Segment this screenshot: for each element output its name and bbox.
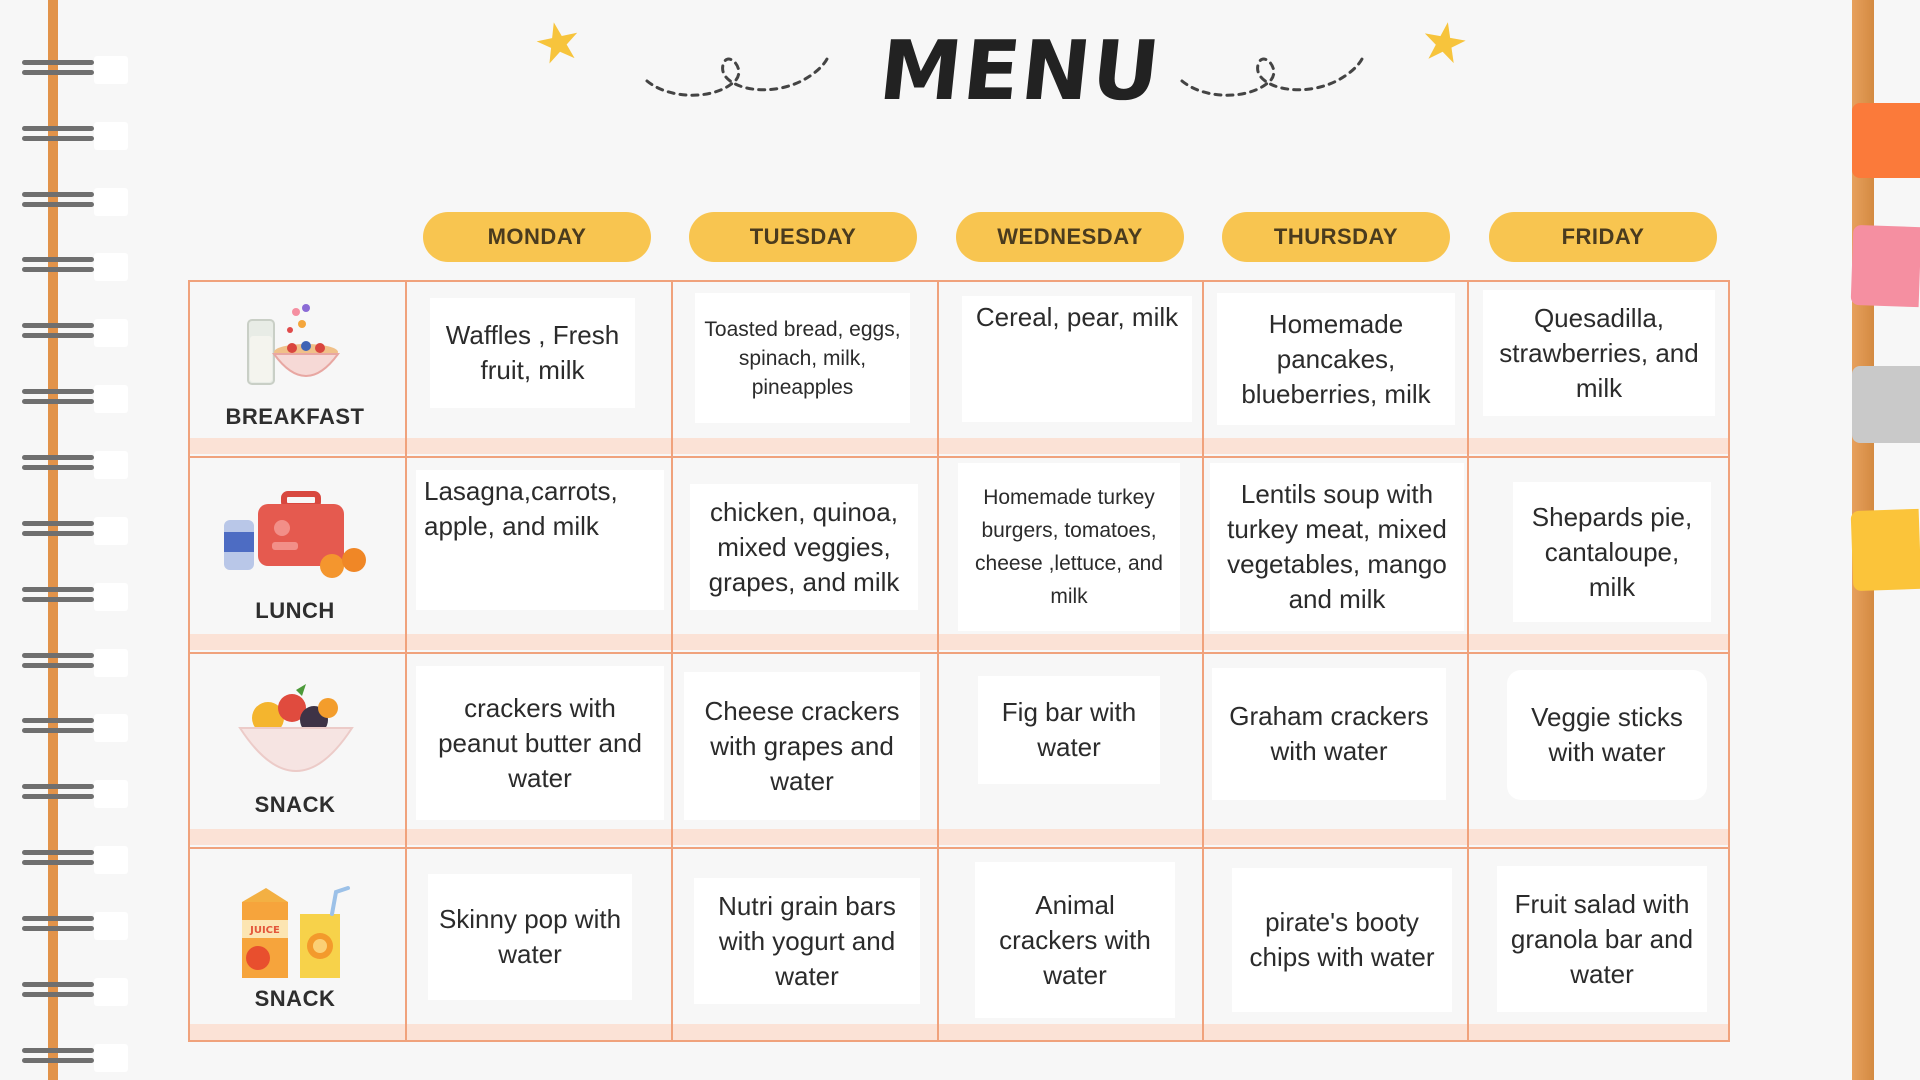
ring-wire	[22, 399, 94, 404]
binding-ring	[22, 850, 94, 868]
binding-hole	[94, 319, 128, 347]
day-header-monday: MONDAY	[423, 212, 651, 262]
menu-cell: Quesadilla, strawberries, and milk	[1483, 290, 1715, 416]
menu-cell: pirate's booty chips with water	[1232, 868, 1452, 1012]
menu-cell: Nutri grain bars with yogurt and water	[694, 878, 920, 1004]
ring-wire	[22, 728, 94, 733]
binding-hole	[94, 385, 128, 413]
ring-wire	[22, 465, 94, 470]
binding-hole	[94, 649, 128, 677]
binding-hole	[94, 978, 128, 1006]
ring-wire	[22, 718, 94, 723]
binding-ring	[22, 257, 94, 275]
binding-ring	[22, 323, 94, 341]
ring-wire	[22, 70, 94, 75]
ring-wire	[22, 860, 94, 865]
menu-cell: Fruit salad with granola bar and water	[1497, 866, 1707, 1012]
binding-hole	[94, 56, 128, 84]
star-icon: ★	[1415, 9, 1474, 77]
binding-ring	[22, 1048, 94, 1066]
ring-wire	[22, 455, 94, 460]
ring-wire	[22, 126, 94, 131]
menu-cell: crackers with peanut butter and water	[416, 666, 664, 820]
ring-wire	[22, 531, 94, 536]
menu-cell: Lasagna,carrots, apple, and milk	[416, 470, 664, 610]
binding-ring	[22, 60, 94, 78]
meal-label-lunch: LUNCH	[255, 598, 335, 623]
column-divider	[671, 280, 673, 1042]
ring-wire	[22, 653, 94, 658]
row-divider	[188, 652, 1730, 654]
binding-ring	[22, 784, 94, 802]
ring-wire	[22, 982, 94, 987]
meal-label-snack: SNACK	[254, 986, 336, 1011]
juice-box-label: JUICE	[250, 925, 280, 936]
ring-wire	[22, 597, 94, 602]
binding-hole	[94, 846, 128, 874]
tab-yellow[interactable]	[1851, 509, 1920, 591]
binding-ring	[22, 916, 94, 934]
ring-wire	[22, 136, 94, 141]
juice-box-icon	[236, 884, 360, 980]
column-divider	[1467, 280, 1469, 1042]
binding-hole	[94, 451, 128, 479]
ring-wire	[22, 663, 94, 668]
ring-wire	[22, 257, 94, 262]
menu-cell: Fig bar with water	[978, 676, 1160, 784]
menu-cell: Cheese crackers with grapes and water	[684, 672, 920, 820]
fruit-bowl-icon	[236, 682, 356, 782]
ring-wire	[22, 192, 94, 197]
tab-gray[interactable]	[1852, 366, 1920, 443]
ring-wire	[22, 521, 94, 526]
ring-wire	[22, 916, 94, 921]
menu-cell: Cereal, pear, milk	[962, 296, 1192, 422]
meal-label-snack: SNACK	[254, 792, 336, 817]
menu-cell: Shepards pie, cantaloupe, milk	[1513, 482, 1711, 622]
binding-hole	[94, 1044, 128, 1072]
binding-ring	[22, 718, 94, 736]
binding-hole	[94, 583, 128, 611]
cereal-bowl-icon	[244, 302, 340, 392]
binding-hole	[94, 188, 128, 216]
binding-hole	[94, 253, 128, 281]
dashed-swirl-icon	[1180, 45, 1365, 105]
star-icon: ★	[528, 8, 589, 78]
ring-wire	[22, 794, 94, 799]
ring-wire	[22, 323, 94, 328]
binding-hole	[94, 912, 128, 940]
ring-wire	[22, 992, 94, 997]
day-header-wednesday: WEDNESDAY	[956, 212, 1184, 262]
binding-ring	[22, 126, 94, 144]
menu-cell: Waffles , Fresh fruit, milk	[430, 298, 635, 408]
menu-cell: Toasted bread, eggs, spinach, milk, pineapples	[695, 293, 910, 423]
menu-cell: Homemade pancakes, blueberries, milk	[1217, 293, 1455, 425]
day-header-thursday: THURSDAY	[1222, 212, 1450, 262]
binding-ring	[22, 653, 94, 671]
binding-ring	[22, 587, 94, 605]
menu-cell: Graham crackers with water	[1212, 668, 1446, 800]
ring-wire	[22, 926, 94, 931]
binding-ring	[22, 192, 94, 210]
binding-hole	[94, 714, 128, 742]
column-divider	[405, 280, 407, 1042]
column-divider	[1202, 280, 1204, 1042]
row-divider	[188, 847, 1730, 849]
page-title: MENU	[875, 24, 1166, 119]
row-divider	[188, 456, 1730, 458]
ring-wire	[22, 1048, 94, 1053]
ring-wire	[22, 587, 94, 592]
menu-cell: Animal crackers with water	[975, 862, 1175, 1018]
menu-cell: chicken, quinoa, mixed veggies, grapes, and milk	[690, 484, 918, 610]
column-divider	[937, 280, 939, 1042]
binding-ring	[22, 455, 94, 473]
binding-ring	[22, 982, 94, 1000]
ring-wire	[22, 389, 94, 394]
menu-cell: Veggie sticks with water	[1507, 670, 1707, 800]
lunchbox-icon	[220, 488, 372, 584]
tab-pink[interactable]	[1851, 225, 1920, 307]
ring-wire	[22, 1058, 94, 1063]
binding-ring	[22, 521, 94, 539]
binding-hole	[94, 780, 128, 808]
menu-cell: Homemade turkey burgers, tomatoes, cheese ,lettuce, and milk	[958, 463, 1180, 631]
ring-wire	[22, 202, 94, 207]
menu-cell: Skinny pop with water	[428, 874, 632, 1000]
ring-wire	[22, 850, 94, 855]
ring-wire	[22, 60, 94, 65]
ring-wire	[22, 333, 94, 338]
binding-ring	[22, 389, 94, 407]
dashed-swirl-icon	[645, 45, 830, 105]
day-header-tuesday: TUESDAY	[689, 212, 917, 262]
ring-wire	[22, 267, 94, 272]
tab-orange[interactable]	[1852, 103, 1920, 178]
binding-hole	[94, 517, 128, 545]
ring-wire	[22, 784, 94, 789]
meal-label-breakfast: BREAKFAST	[225, 404, 365, 429]
menu-cell: Lentils soup with turkey meat, mixed vegetables, mango and milk	[1210, 463, 1464, 631]
binding-hole	[94, 122, 128, 150]
day-header-friday: FRIDAY	[1489, 212, 1717, 262]
